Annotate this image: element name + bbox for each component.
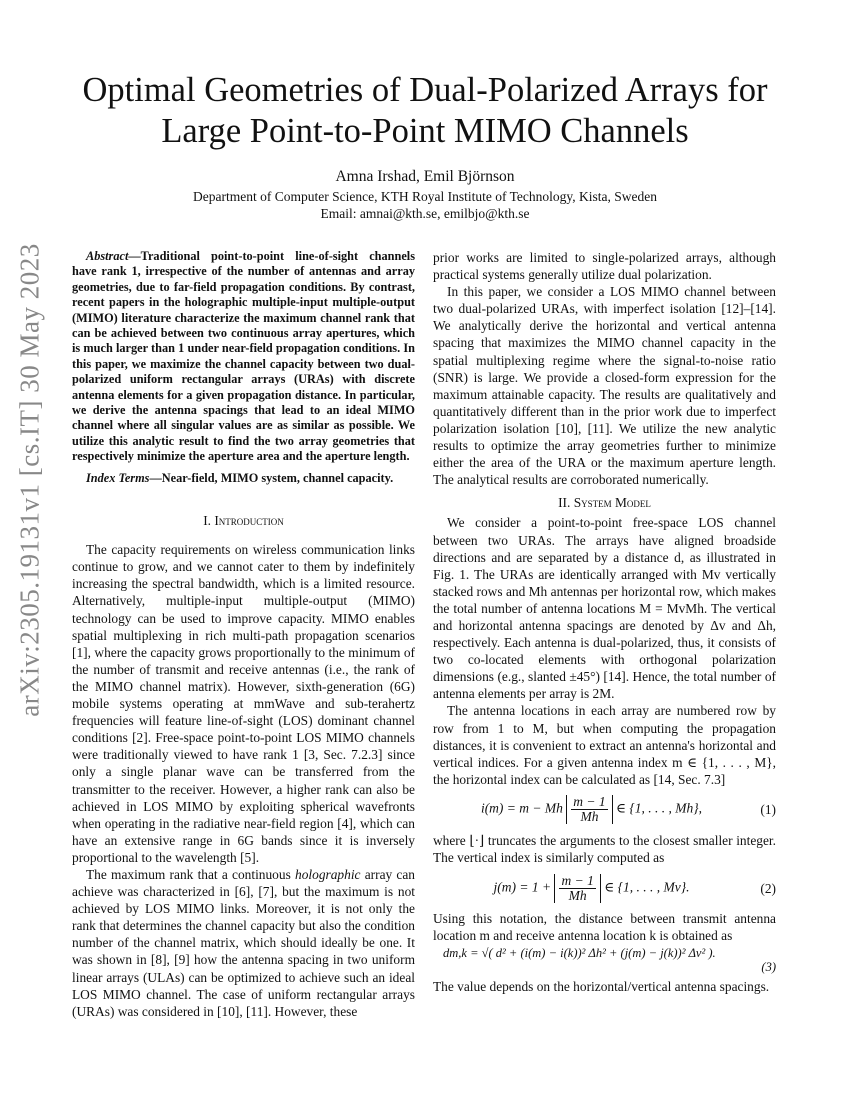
equation-3-label: (3) bbox=[761, 960, 776, 975]
system-paragraph-3: where ⌊·⌋ truncates the arguments to the closest smaller integer. The vertical index is similarly computed as bbox=[433, 832, 776, 865]
abstract: Abstract—Traditional point-to-point line-of-sight channels have rank 1, irrespective of the number of antennas and array geometries, due to far-field propagation conditions. By contrast, recent papers in the holographic multiple-input multiple-output (MIMO) literature characterize the maximum channel rank that can be achieved between two continuous array apertures, which is much larger than 1 under near-field propagation conditions. In this paper, we maximize the channel capacity between two dual-polarized uniform rectangular arrays (URAs) with discrete antenna elements for a given propagation distance. In particular, we derive the antenna spacings that lead to an ideal MIMO channel where all singular values are as similar as possible. We utilize this analytic result to find the two array geometries that respectively minimize the aperture area and the aperture length. bbox=[72, 249, 415, 464]
equation-3: dm,k = √( d² + (i(m) − i(k))² Δh² + (j(m) − j(k))² Δv² ). (3) bbox=[443, 946, 776, 975]
left-column bbox=[72, 249, 415, 1020]
affiliation-block bbox=[60, 188, 790, 222]
right-paragraph-1: prior works are limited to single-polarized arrays, although practical systems generally utilize dual polarization. bbox=[433, 250, 776, 283]
authors: Amna Irshad, Emil Björnson bbox=[335, 168, 515, 185]
system-paragraph-1: We consider a point-to-point free-space LOS channel between two URAs. The arrays have aligned broadside directions and are separated by a distance d, as illustrated in Fig. 1. The URAs are identically arranged with Mv vertically stacked rows and Mh antennas per horizontal row, which makes the total number of antenna locations M = MvMh. The vertical and horizontal antenna spacings are denoted by Δv and Δh, respectively. Each antenna is dual-polarized, thus, it consists of two co-located elements with orthogonal polarization dimensions (e.g., slanted ±45°) [14]. Hence, the total number of antenna elements per array is 2M. bbox=[433, 515, 776, 702]
paper-title: Optimal Geometries of Dual-Polarized Arrays for Large Point-to-Point MIMO Channels bbox=[82, 71, 768, 150]
system-paragraph-5: The value depends on the horizontal/vertical antenna spacings. bbox=[433, 979, 770, 995]
intro-paragraph-1: The capacity requirements on wireless communication links continue to grow, and we cannot cater to them by indefinitely increasing the spectral bandwidth, which is a limited resource. Alternatively, multiple-input multiple-output (MIMO) technology can be used to improve capacity. MIMO enables spatial multiplexing in rich multi-path propagation scenarios [1], where the capacity grows proportionally to the minimum of the number of transmit and receive antennas (i.e., the rank of the MIMO channel matrix). However, sixth-generation (6G) mobile systems operating at mmWave and sub-terahertz frequencies will feature line-of-sight (LOS) dominant channel conditions [2]. Free-space point-to-point LOS MIMO channels were traditionally viewed to have rank 1 [3, Sec. 7.2.3] since only a single planar wave can be transferred from the transmitter to the receiver. However, a higher rank can also be achieved in LOS MIMO by exploiting spherical wavefronts when operating in the radiative near-field region [4], which can have an extensive range in 6G bands since it is inversely proportional to the wavelength [5]. bbox=[72, 542, 415, 865]
arxiv-stamp: arXiv:2305.19131v1 [cs.IT] 30 May 2023 bbox=[14, 243, 45, 717]
system-paragraph-2: The antenna locations in each array are numbered row by row from 1 to M, but when computing the propagation distances, it is convenient to extract an antenna's horizontal and vertical indices. For a given antenna index m ∈ {1, . . . , M}, the horizontal index can be calculated as [14, Sec. 7.3] bbox=[433, 703, 776, 787]
equation-1-label: (1) bbox=[760, 802, 776, 818]
system-paragraph-4: Using this notation, the distance between transmit antenna location m and receive antenna location k is obtained as bbox=[433, 911, 776, 944]
section-2-heading: II. System Model bbox=[558, 495, 651, 511]
right-paragraph-2: In this paper, we consider a LOS MIMO channel between two dual-polarized URAs, with imperfect isolation [12]–[14]. We analytically derive the horizontal and vertical antenna spacing that maximizes the MIMO channel capacity in the spatial multiplexing regime where the signal-to-noise ratio (SNR) is large. We provide a closed-form expression for the maximum attainable capacity. The results are qualitatively and quantitatively different than in the prior work due to imperfect polarization isolation [10], [11]. We utilize the new analytic results to optimize the array geometries further to minimize either the area of the URA or the maximum aperture length. The analytical results are corroborated numerically. bbox=[433, 284, 776, 488]
section-1-heading: I. Introduction bbox=[203, 513, 284, 529]
equation-2: j(m) = 1 + $\frac{m - 1}{Mh}$ ∈ {1, . . . , Mv}. (2) bbox=[493, 872, 776, 903]
intro-paragraph-2: The maximum rank that a continuous holographic array can achieve was characterized in [6], [7], but the maximum is not achieved by LOS MIMO links. Moreover, it is not only the rank that determines the channel capacity but also the condition number of the channel matrix, which should ideally be one. It was shown in [8], [9] how the antenna spacing in two uniform linear arrays (ULAs) can be optimized to achieve such an ideal LOS MIMO channel. The case of uniform rectangular arrays (URAs) was considered in [10], [11]. However, these bbox=[72, 866, 416, 1019]
equation-2-label: (2) bbox=[760, 880, 776, 896]
equation-1: i(m) = m − Mh $\frac{m - 1}{Mh}$ ∈ {1, . . . , Mh}, (1) bbox=[480, 794, 776, 825]
affiliation: Department of Computer Science, KTH Royal Institute of Technology, Kista, Sweden bbox=[193, 189, 657, 204]
index-terms: Index Terms—Near-field, MIMO system, channel capacity. bbox=[86, 470, 394, 485]
email[interactable]: Email: amnai@kth.se, emilbjo@kth.se bbox=[320, 206, 530, 221]
right-column bbox=[433, 249, 776, 995]
